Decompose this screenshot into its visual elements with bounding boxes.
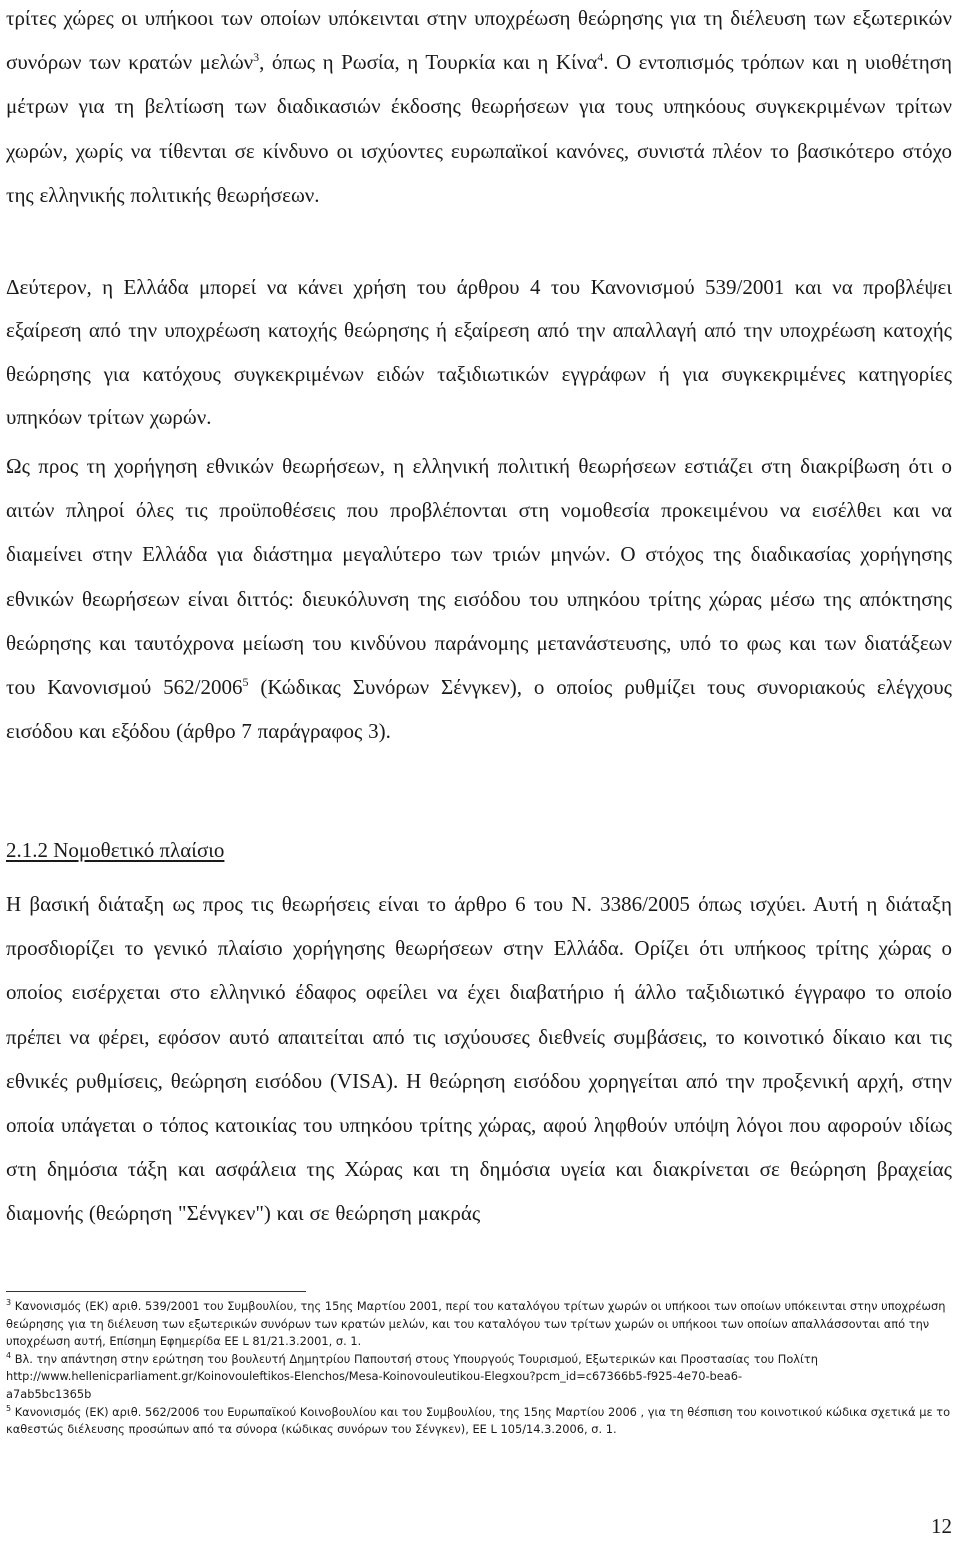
paragraph-text: Ως προς τη χορήγηση εθνικών θεωρήσεων, η ελληνική πολιτική θεωρήσεων εστιάζει στη διακρίβωση ότι ο αιτών πληροί όλες τις προϋποθέσεις που προβλέπονται στη νομοθεσία προκειμένου να εισέλθει και να διαμείνει στην Ελλάδα για διάστημα μεγαλύτερο των τριών μηνών. Ο στόχος της διαδικασίας χορήγησης εθνικών θεωρήσεων είναι διττός: διευκόλυνση της εισόδου του υπηκόου τρίτης χώρας μέσω της απόκτησης θεώρησης και ταυτόχρονα μείωση του κινδύνου παράνομης μετανάστευσης, υπό το φως και των διατάξεων του Κανονισμού 562/2006 <box>6 454 952 700</box>
paragraph-legal-framework <box>6 882 952 1236</box>
paragraph-text: Δεύτερον, η Ελλάδα μπορεί να κάνει χρήση του άρθρου 4 του Κανονισμού 539/2001 και να προβλέψει εξαίρεση από την υποχρέωση κατοχής θεώρησης ή εξαίρεση από την απαλλαγή από την υποχρέωση κατοχής θεώρησης για κατόχους συγκεκριμένων ειδών ταξιδιωτικών εγγράφων ή για συγκεκριμένες κατηγορίες υπηκόων τρίτων χωρών. <box>6 275 952 430</box>
footnote-text: Κανονισμός (ΕΚ) αριθ. 539/2001 του Συμβουλίου, της 15ης Μαρτίου 2001, περί του καταλόγου τρίτων χωρών οι υπήκοοι των οποίων υπόκεινται στην υποχρέωση θεώρησης για τη διέλευση των εξωτερικών συνόρων των κρατών μελών, και του καταλόγου των τρίτων χωρών οι υπήκοοι των οποίων απαλλάσσονται από την υποχρέωση αυτή, Επίσημη Εφημερίδα ΕΕ L 81/21.3.2001, σ. 1. <box>6 1299 946 1349</box>
footnote-link[interactable]: http://www.hellenicparliament.gr/Koinovouleftikos-Elenchos/Mesa-Koinovouleutikou-Elegxou?pcm_id=c67366b5-f925-4e70-bea6- <box>6 1369 743 1384</box>
paragraph-national-visas <box>6 444 952 753</box>
paragraph-text: , όπως η Ρωσία, η Τουρκία και η Κίνα <box>259 50 598 75</box>
footnote-ref-5[interactable]: 5 <box>242 675 249 690</box>
paragraph-text: . Ο εντοπισμός τρόπων και η υιοθέτηση μέτρων για τη βελτίωση των διαδικασιών έκδοσης θεωρήσεων για τους υπηκόους συγκεκριμένων τρίτων χωρών, χωρίς να τίθενται σε κίνδυνο οι ισχύοντες ευρωπαϊκοί κανόνες, συνιστά πλέον το βασικότερο στόχο της ελληνικής πολιτικής θεωρήσεων. <box>6 50 952 207</box>
footnote-4 <box>6 1351 952 1404</box>
footnote-link-continued[interactable]: a7ab5bc1365b <box>6 1386 92 1401</box>
paragraph-article-4 <box>6 266 952 440</box>
section-heading: 2.1.2 Νομοθετικό πλαίσιο <box>6 838 225 862</box>
footnote-marker: 3 <box>6 1298 12 1308</box>
footnote-text: Βλ. την απάντηση στην ερώτηση του βουλευτή Δημητρίου Παπουτσή στους Υπουργούς Τουρισμού, Εξωτερικών και Προστασίας του Πολίτη <box>11 1351 818 1366</box>
paragraph-text: τρίτες χώρες οι υπήκοοι των οποίων υπόκεινται στην υποχρέωση θεώρησης για τη διέλευση των εξωτερικών συνόρων των κρατών μελών <box>6 6 952 75</box>
footnote-text: Κανονισμός (ΕΚ) αριθ. 562/2006 του Ευρωπαϊκού Κοινοβουλίου και του Συμβουλίου, της 15ης Μαρτίου 2006 , για τη θέσπιση του κοινοτικού κώδικα σχετικά με το καθεστώς διέλευσης προσώπων από τα σύνορα (κώδικας συνόρων του Σένγκεν), ΕΕ L 105/14.3.2006, σ. 1. <box>6 1404 951 1437</box>
footnotes <box>6 1298 952 1439</box>
paragraph-text: (Κώδικας Συνόρων Σένγκεν), ο οποίος ρυθμίζει τους συνοριακούς ελέγχους εισόδου και εξόδου (άρθρο 7 παράγραφος 3). <box>6 675 952 744</box>
footnote-ref-3[interactable]: 3 <box>253 50 260 65</box>
paragraph-visa-policy-intro <box>6 0 952 217</box>
footnote-marker: 4 <box>6 1350 12 1360</box>
footnote-ref-4[interactable]: 4 <box>597 50 604 65</box>
page-number: 12 <box>931 1514 952 1538</box>
footnote-marker: 5 <box>6 1403 12 1413</box>
paragraph-text: Η βασική διάταξη ως προς τις θεωρήσεις είναι το άρθρο 6 του Ν. 3386/2005 όπως ισχύει. Αυτή η διάταξη προσδιορίζει το γενικό πλαίσιο χορήγησης θεωρήσεων στην Ελλάδα. Ορίζει ότι υπήκοος τρίτης χώρας ο οποίος εισέρχεται στο ελληνικό έδαφος οφείλει να έχει διαβατήριο ή άλλο ταξιδιωτικό έγγραφο το οποίο πρέπει να φέρει, εφόσον αυτό απαιτείται από τις ισχύουσες διεθνείς συμβάσεις, το κοινοτικό δίκαιο και τις εθνικές ρυθμίσεις, θεώρηση εισόδου (VISA). Η θεώρηση εισόδου χορηγείται από την προξενική αρχή, στην οποία υπάγεται ο τόπος κατοικίας του υπηκόου τρίτης χώρας, αφού ληφθούν υπόψη λόγοι που αφορούν ιδίως στη δημόσια τάξη και ασφάλεια της Χώρας και τη δημόσια υγεία και διακρίνεται σε θεώρηση βραχείας διαμονής (θεώρηση "Σένγκεν") και σε θεώρηση μακράς <box>6 892 952 1226</box>
footnote-3 <box>6 1298 952 1351</box>
footnote-divider <box>6 1291 306 1292</box>
footnote-5 <box>6 1404 952 1439</box>
